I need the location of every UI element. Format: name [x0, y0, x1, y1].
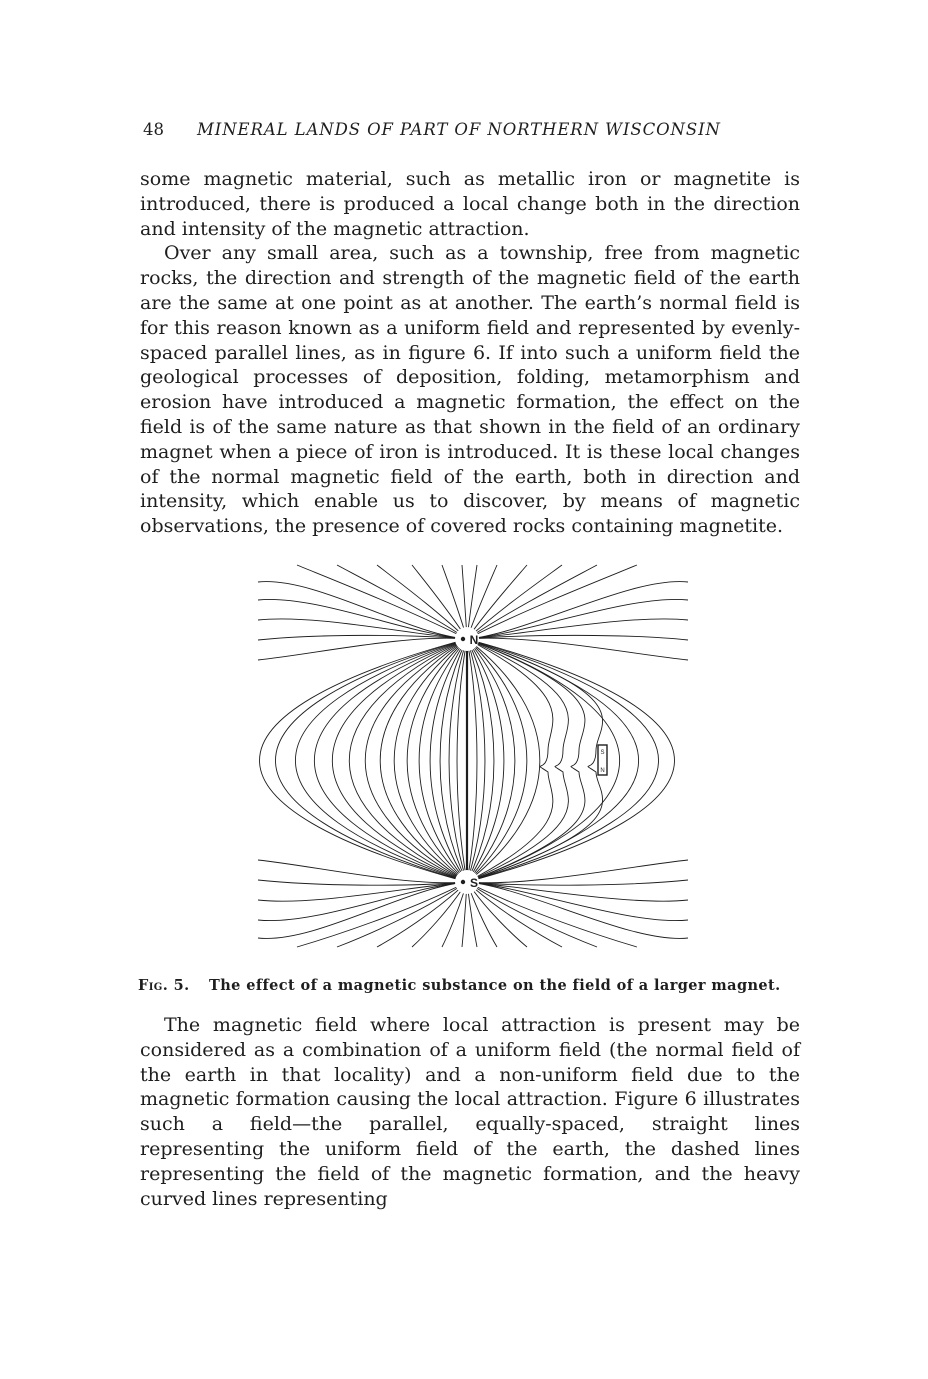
field-loop: [407, 639, 467, 882]
field-line-north: [337, 565, 467, 639]
field-loop: [314, 639, 467, 882]
field-line-north: [258, 635, 467, 640]
field-loop: [467, 639, 540, 882]
field-loop: [380, 639, 467, 882]
field-loop: [467, 639, 485, 882]
figure-caption-text: The effect of a magnetic substance on the field of a larger magnet.: [209, 977, 781, 994]
field-line-south: [467, 882, 688, 938]
north-pole: [455, 627, 479, 651]
field-loop: [467, 639, 674, 882]
field-loop: [260, 639, 467, 882]
field-line-south: [258, 882, 467, 938]
field-loop: [332, 639, 467, 882]
field-loop: [467, 639, 494, 882]
field-loop: [457, 639, 467, 882]
south-pole: [455, 870, 479, 894]
paragraph-local-attraction: The magnetic field where local attraction is present may be considered as a combination of a uniform field (the normal field of the earth in that locality) and a non-uniform field due to the magnetic formation causing the local attraction. Figure 6 illustrates such a field—the parallel, equally-spaced, straight lines representing the uniform field of the earth, the dashed lines representing the field of the magnetic formation, and the heavy curved lines representing: [140, 1014, 800, 1210]
field-line-north: [467, 619, 688, 639]
field-line-north: [377, 565, 467, 639]
field-line-south: [412, 882, 467, 947]
north-pole-dot: [461, 637, 465, 641]
field-loop: [467, 639, 620, 882]
running-title: MINERAL LANDS OF PART OF NORTHERN WISCONSIN: [197, 120, 721, 139]
north-pole-label: N: [469, 633, 479, 647]
field-loop: [467, 639, 568, 882]
field-loop: [467, 639, 515, 882]
field-loop: [449, 639, 467, 882]
field-line-north: [467, 565, 527, 639]
iron-piece-label-s: S: [600, 750, 605, 756]
field-line-north: [467, 582, 688, 639]
body-text-bottom: [140, 1013, 800, 1211]
page-number: 48: [143, 120, 164, 139]
figure-label: Fig. 5.: [138, 977, 190, 994]
magnetic-field-diagram: [255, 560, 691, 952]
field-loop: [275, 639, 467, 882]
page-header: [143, 120, 803, 146]
paragraph-uniform-field: Over any small area, such as a township, free from magnetic rocks, the direction and strength of the magnetic field of the earth are the same at one point as at another. The earth’s normal field is for this reason known as a uniform field and represented by evenly-spaced parallel lines, as in figure 6. If into such a uniform field the geological processes of deposition, folding, metamorphism and erosion have introduced a magnetic formation, the effect on the field is of the same nature as that shown in the field of an ordinary magnet when a piece of iron is introduced. It is these local changes of the normal magnetic field of the earth, both in direction and intensity, which enable us to discover, by means of magnetic observations, the presence of covered rocks containing magnetite.: [140, 242, 800, 538]
field-line-south: [467, 882, 527, 947]
field-line-north: [467, 635, 688, 640]
field-line-north: [467, 565, 597, 639]
figure-caption: [138, 977, 800, 994]
field-loop: [419, 639, 467, 882]
field-loop: [467, 639, 659, 882]
south-pole-dot: [461, 880, 465, 884]
field-loop: [467, 639, 477, 882]
field-loop: [440, 639, 467, 882]
field-loop: [467, 639, 527, 882]
paragraph-continuation: some magnetic material, such as metallic iron or magnetite is introduced, there is produced a local change both in the direction and intensity of the magnetic attraction.: [140, 168, 800, 240]
body-text-top: [140, 167, 800, 539]
south-pole-label: S: [469, 876, 479, 890]
iron-piece: [598, 745, 607, 775]
field-line-north: [258, 619, 467, 639]
field-line-north: [258, 582, 467, 639]
magnetic-field-figure: [255, 560, 691, 952]
iron-piece-label-n: N: [600, 768, 605, 774]
